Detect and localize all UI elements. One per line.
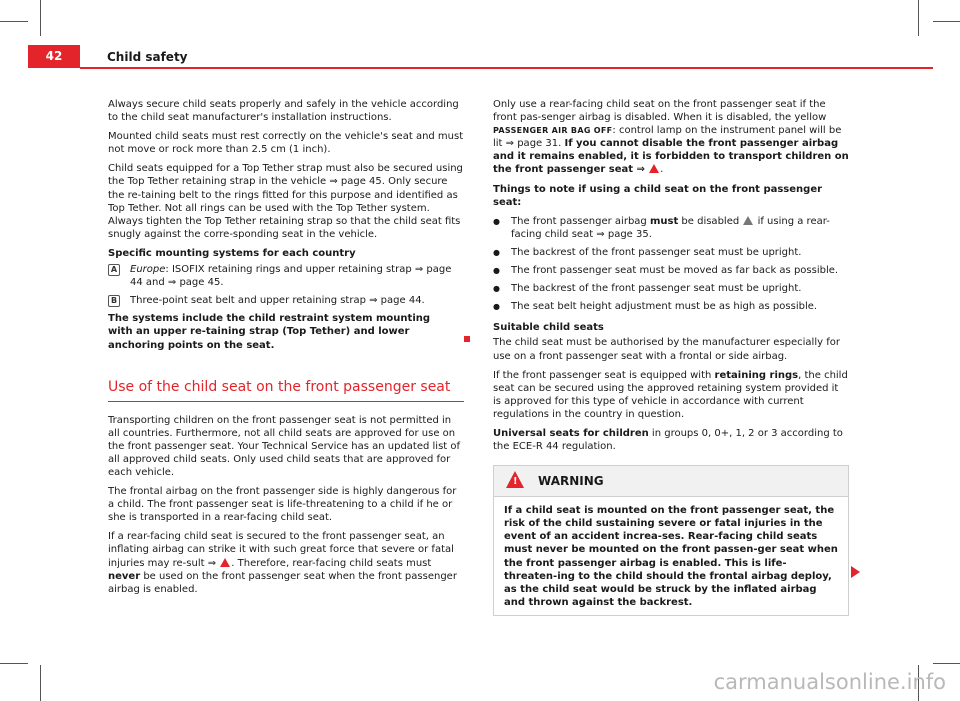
- crop-mark: [933, 663, 960, 664]
- emphasis: retaining rings: [714, 369, 799, 381]
- crop-mark: [933, 21, 960, 22]
- paragraph: Child seats equipped for a Top Tether strap must also be secured using the Top Tether retaining strap in the vehicle ⇒ page 45. Only secure the re-taining belt to the rings fitted for this purpose and identified as Top Tether. Not all rings can be used with the Top Tether system. Always tighten the Top Tether retaining strap so that the child seat fits snugly against the corre-sponding seat in the vehicle.: [108, 163, 463, 240]
- warning-icon: !: [506, 471, 524, 488]
- text: in groups 0, 0+, 1, 2 or 3 according to the ECE-R 44 regulation.: [493, 427, 843, 453]
- text: Only use a rear-facing child seat on the front passenger seat if the front pas-senger airbag is disabled. When it is disabled, the yellow: [493, 99, 827, 124]
- crop-mark: [0, 663, 28, 664]
- header-rule: [80, 67, 933, 69]
- paragraph: Only use a rear-facing child seat on the front passenger seat if the front pas-senger airbag is disabled. When it is disabled, the yellow PASSENGER AIR BAG OFF: control lamp on the instrument panel will be lit ⇒ page 31. If you cannot disable the front passenger airbag and it remains enabled, it is forbidden to transport children on the front passenger seat ⇒ .: [493, 99, 849, 176]
- right-column: [493, 98, 849, 616]
- list-item-a: [108, 263, 464, 289]
- section-end-icon: [464, 336, 470, 342]
- warning-header: [494, 466, 848, 497]
- paragraph: [493, 369, 849, 421]
- paragraph: Transporting children on the front passenger seat is not permitted in all countries. Furthermore, not all child seats are approved for use on the front passenger seat. Your Technical Service has an updated list of all approved child seats. Only used child seats that are approved for each vehicle.: [108, 414, 461, 478]
- list-item: ● The front passenger seat must be moved as far back as possible.: [493, 264, 849, 277]
- left-column: [108, 98, 464, 602]
- text: If a rear-facing child seat is secured to the front passenger seat, an inflating airbag can strike it with such great force that severe or fatal injuries may re-sult ⇒: [108, 531, 454, 569]
- list-item: ● The backrest of the front passenger seat must be upright.: [493, 282, 849, 295]
- list-item: [493, 215, 849, 241]
- subheading: Things to note if using a child seat on the front passenger seat:: [493, 183, 823, 208]
- text: , the child seat can be secured using the approved retaining system provided it is approved for this type of vehicle in accordance with current regulations in the country in question.: [493, 369, 848, 420]
- page-title: Child safety: [107, 50, 188, 64]
- list-item-b: [108, 294, 464, 307]
- list-item: ● The seat belt height adjustment must be as high as possible.: [493, 300, 849, 313]
- text: control lamp on the instrument panel will be lit ⇒ page 31.: [493, 125, 842, 150]
- bold-note: The systems include the child restraint system mounting with an upper re-taining strap (Top Tether) and lower anchoring points on the seat.: [108, 313, 431, 351]
- warning-box: [493, 465, 849, 616]
- paragraph: Mounted child seats must rest correctly on the vehicle's seat and must not move or rock more than 2.5 cm (1 inch).: [108, 131, 464, 156]
- subheading: Specific mounting systems for each country: [108, 247, 356, 259]
- note-block: [108, 312, 464, 351]
- paragraph: The frontal airbag on the front passenger side is highly dangerous for a child. The front passenger seat is life-threatening to a child if he or she is transported in a rear-facing child seat.: [108, 486, 457, 524]
- crop-mark: [40, 665, 41, 701]
- item-text: Three-point seat belt and upper retaining strap ⇒ page 44.: [130, 295, 425, 307]
- label-b-icon: B: [108, 295, 120, 307]
- airbag-off-lamp-icon: PASSENGER AIR BAG OFF: [493, 126, 613, 136]
- crop-mark: [40, 0, 41, 36]
- continue-arrow-icon: [851, 566, 860, 578]
- page-number: 42: [28, 45, 80, 68]
- warning-title: WARNING: [538, 474, 604, 489]
- text: if using a rear-facing child seat ⇒ page 35.: [511, 215, 830, 240]
- crop-mark: [0, 21, 28, 22]
- section-title: Use of the child seat on the front passenger seat: [108, 378, 464, 402]
- crop-mark: [918, 0, 919, 36]
- paragraph: [493, 427, 849, 453]
- warning-icon[interactable]: [743, 216, 753, 225]
- text: The front passenger airbag: [511, 215, 647, 227]
- paragraph: [108, 530, 464, 595]
- item-lead: Europe: [130, 264, 166, 276]
- watermark: carmanualsonline.info: [713, 670, 946, 694]
- text: be disabled: [681, 215, 740, 227]
- emphasis: never: [108, 570, 141, 582]
- warning-icon[interactable]: [220, 558, 230, 567]
- bold-text: If you cannot disable the front passenger airbag and it remains enabled, it is forbidden to transport children on the front passenger seat ⇒: [493, 138, 849, 176]
- warning-icon[interactable]: [649, 164, 659, 173]
- text: If the front passenger seat is equipped with: [493, 369, 712, 381]
- emphasis: Universal seats for children: [493, 427, 649, 439]
- warning-text: If a child seat is mounted on the front passenger seat, the risk of the child sustaining severe or fatal injuries in the event of an accident increa-ses. Rear-facing child seats must never be mounted on the front passen-ger seat when the front passenger airbag is enabled. This is life-threaten-ing to the child should the frontal airbag deploy, as the child seat would be struck by the inflated airbag and thrown against the backrest.: [504, 505, 838, 608]
- text: be used on the front passenger seat when the front passenger airbag is enabled.: [108, 570, 457, 595]
- emphasis: must: [649, 215, 679, 227]
- paragraph: Always secure child seats properly and safely in the vehicle according to the child seat manufacturer's installation instructions.: [108, 99, 459, 124]
- subheading: Suitable child seats: [493, 322, 604, 334]
- text: . Therefore, rear-facing child seats must: [231, 557, 432, 569]
- paragraph: The child seat must be authorised by the manufacturer especially for use on a front passenger seat with a frontal or side airbag.: [493, 337, 840, 362]
- list-item: ● The backrest of the front passenger seat must be upright.: [493, 246, 849, 259]
- label-a-icon: A: [108, 264, 120, 276]
- item-text: : ISOFIX retaining rings and upper retaining strap ⇒ page 44 and ⇒ page 45.: [130, 264, 452, 289]
